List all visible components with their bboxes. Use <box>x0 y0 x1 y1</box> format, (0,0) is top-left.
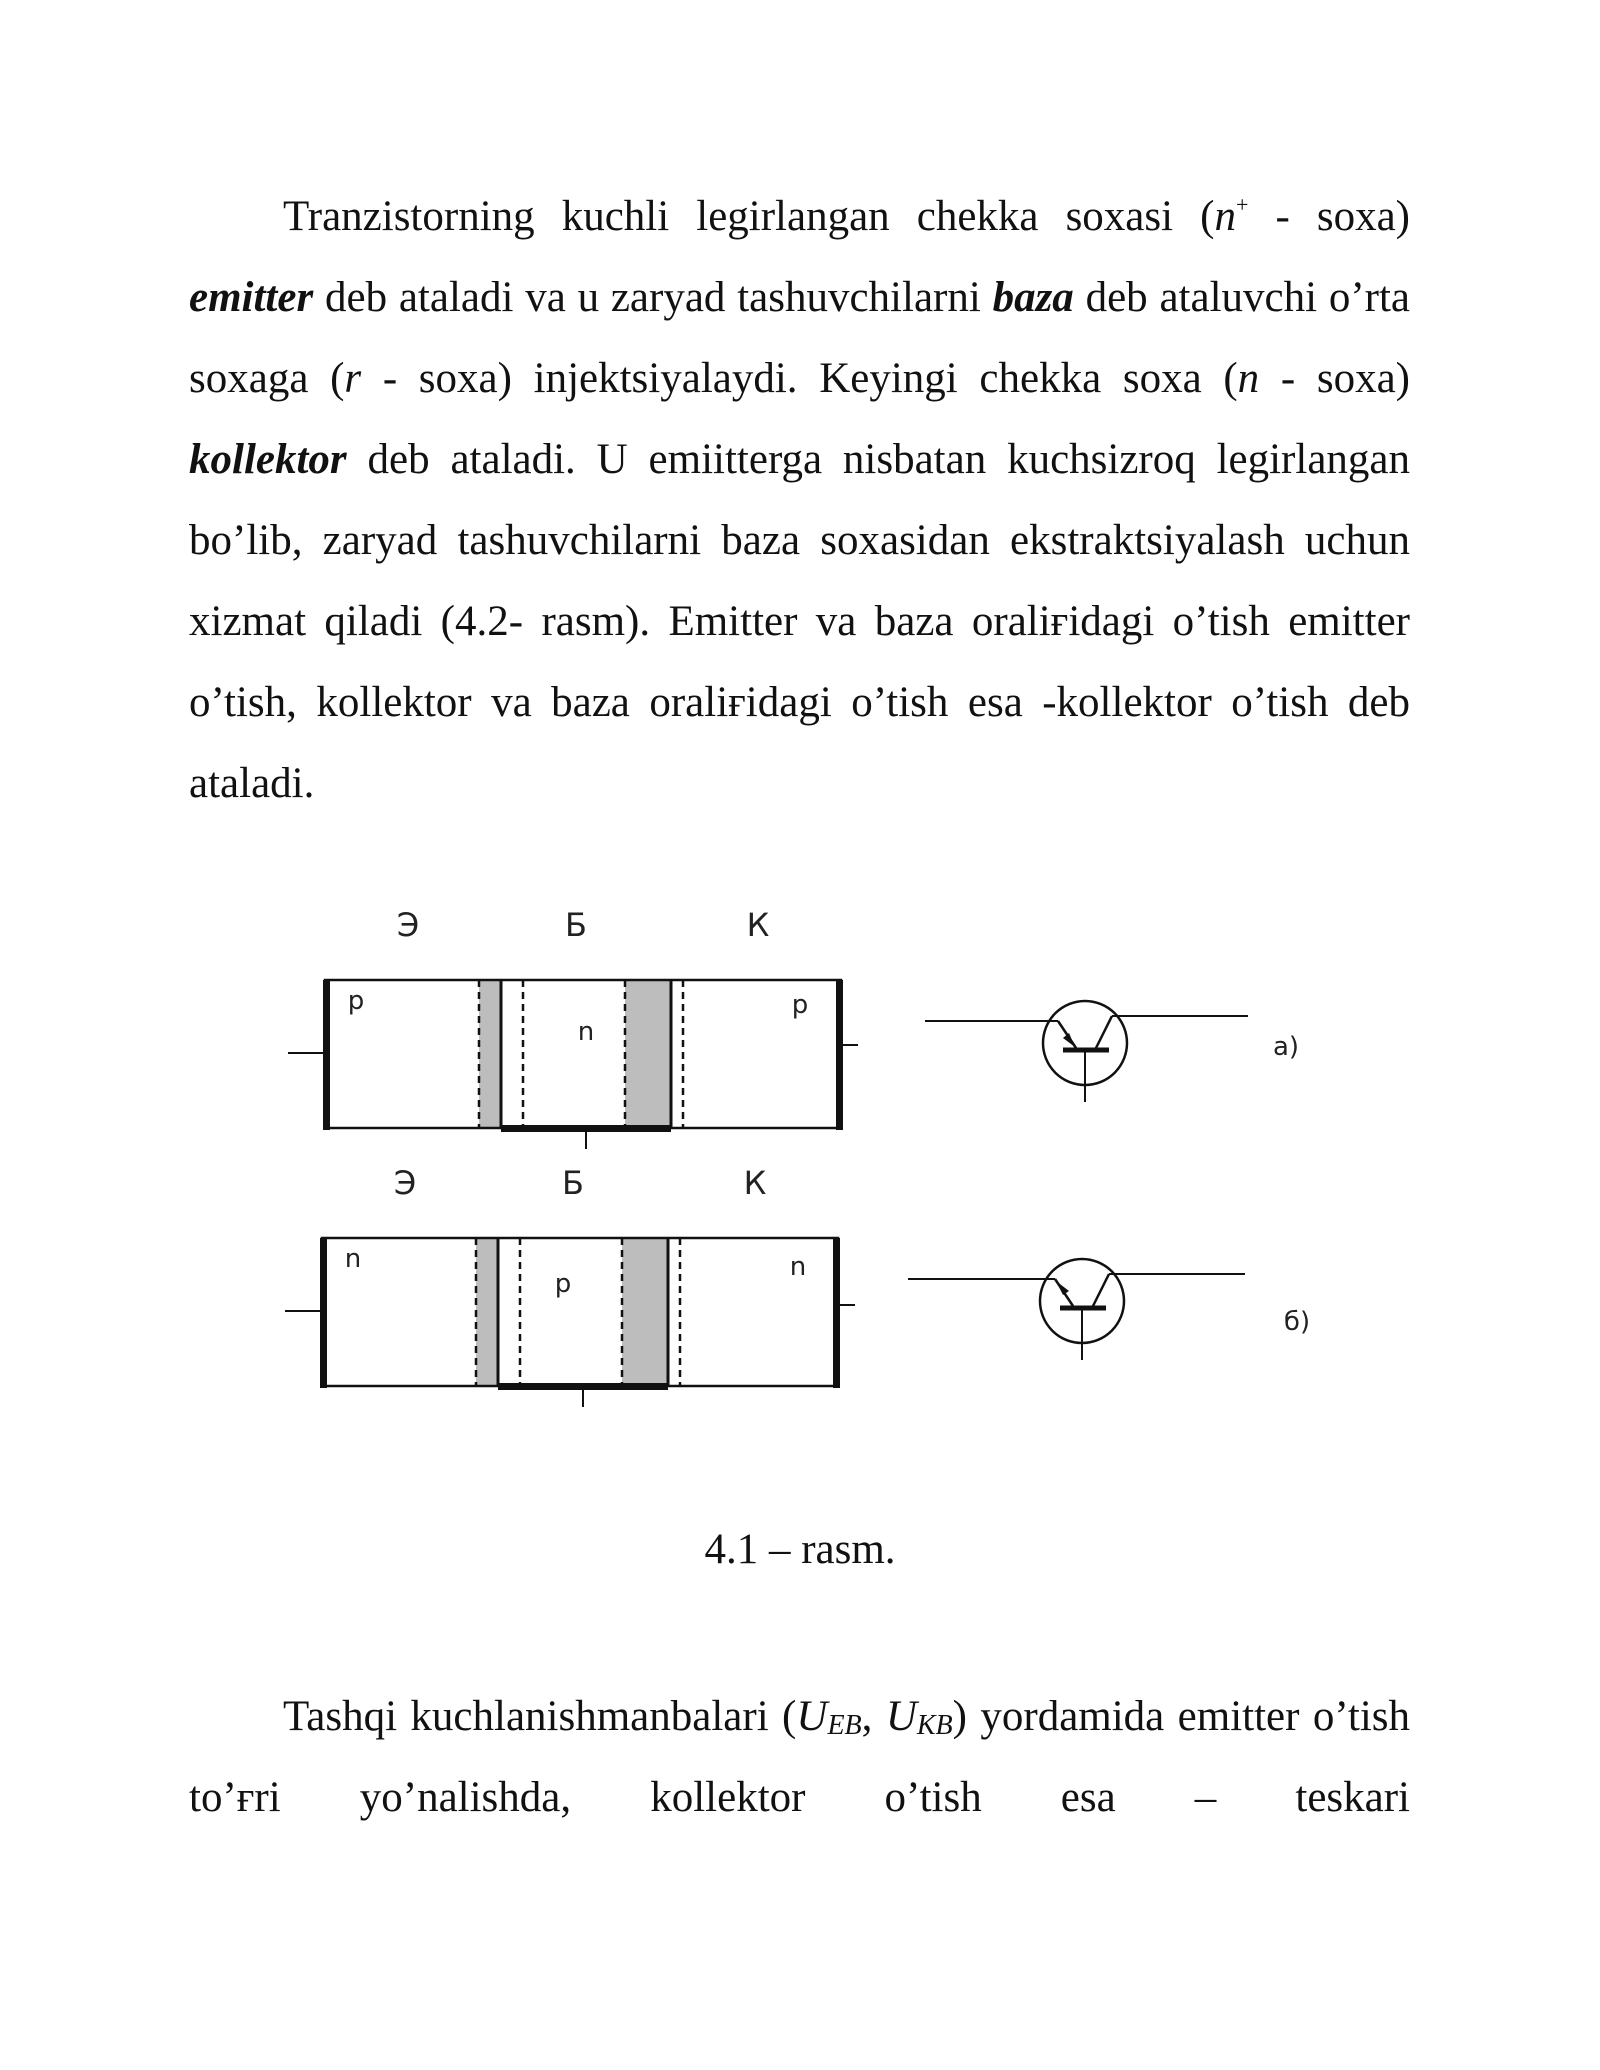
text-run: deb ataladi. U emiitterga nisbatan kuchsizroq legirlangan bo’lib, zaryad tashuvchilarni baza soxasidan ekstraktsiyalash uchun xizmat qiladi (4.2- rasm). Emitter va baza oraliғidagi o’tish emitter o’tish, kollektor va baza oraliғidagi o’tish esa -kollektor o’tish deb ataladi. <box>189 436 1410 807</box>
voltage-subscript: EB <box>827 1710 862 1741</box>
base-contact <box>501 1125 671 1132</box>
collector-label: К <box>746 906 770 944</box>
text-run: - soxa) <box>1259 355 1410 402</box>
text-run: Tashqi kuchlanishmanbalari ( <box>283 1693 797 1740</box>
voltage-symbol: U <box>796 1693 828 1740</box>
pnp-transistor-symbol <box>925 1001 1299 1102</box>
voltage-subscript: KB <box>916 1710 953 1741</box>
junction-depletion-region <box>476 1238 498 1386</box>
emitter-contact <box>323 980 330 1130</box>
junction-depletion-region <box>622 1238 668 1386</box>
base-contact <box>498 1383 668 1390</box>
emitter-label: Э <box>396 906 420 944</box>
pnp-structure-diagram <box>288 906 858 1149</box>
text-run: ) yordamida emitter o’tish to’ғri yo’nalishda, kollektor o’tish esa – teskari <box>189 1693 1411 1821</box>
collector-leg <box>1096 1016 1112 1048</box>
text-run: deb ataladi va u zaryad tashuvchilarni <box>313 274 993 321</box>
text-run-italic: n <box>1237 355 1260 402</box>
text-run: - soxa) injektsiyalaydi. Keyingi chekka soxa ( <box>361 355 1238 402</box>
text-run: Tranzistorning kuchli legirlangan chekka soxasi ( <box>283 193 1215 240</box>
term-emitter: emitter <box>189 274 314 321</box>
junction-depletion-region <box>625 980 671 1128</box>
term-kollektor: kollektor <box>189 436 347 483</box>
region-middle-label: n <box>577 1017 595 1047</box>
collector-leg <box>1093 1274 1109 1306</box>
text-run-italic: r <box>344 355 362 402</box>
junction-depletion-region <box>479 980 501 1128</box>
npn-structure-diagram <box>285 1164 855 1407</box>
region-right-label: n <box>789 1252 807 1282</box>
semiconductor-body <box>325 980 841 1128</box>
emitter-arrow <box>1056 1281 1069 1295</box>
text-run-italic: n <box>1214 193 1236 240</box>
paragraph-transistor-regions <box>189 176 1410 824</box>
emitter-label: Э <box>393 1164 417 1202</box>
base-label: Б <box>562 1164 584 1202</box>
variant-tag-b: б) <box>1283 1307 1311 1337</box>
emitter-contact <box>320 1238 327 1388</box>
voltage-symbol: U <box>885 1693 917 1740</box>
term-baza: baza <box>992 274 1074 321</box>
text-run: - soxa) <box>1248 193 1410 240</box>
region-middle-label: p <box>554 1269 572 1299</box>
npn-transistor-symbol <box>908 1259 1310 1360</box>
transistor-structure-figure <box>270 905 1340 1425</box>
paragraph-voltage-sources <box>189 1676 1410 1838</box>
collector-label: К <box>743 1164 767 1202</box>
collector-contact <box>833 1238 840 1388</box>
text-run: deb ataluvchi o’rta soxaga ( <box>189 274 1410 402</box>
superscript-plus: + <box>1235 192 1249 217</box>
semiconductor-body <box>322 1238 838 1386</box>
text-run: , <box>861 1693 886 1740</box>
figure-caption: 4.1 – rasm. <box>704 1526 896 1573</box>
region-left-label: p <box>347 986 365 1016</box>
region-left-label: n <box>344 1244 362 1274</box>
emitter-arrow <box>1063 1033 1075 1047</box>
region-right-label: p <box>791 990 809 1020</box>
variant-tag-a: а) <box>1272 1032 1300 1062</box>
base-label: Б <box>565 906 587 944</box>
collector-contact <box>836 980 843 1130</box>
